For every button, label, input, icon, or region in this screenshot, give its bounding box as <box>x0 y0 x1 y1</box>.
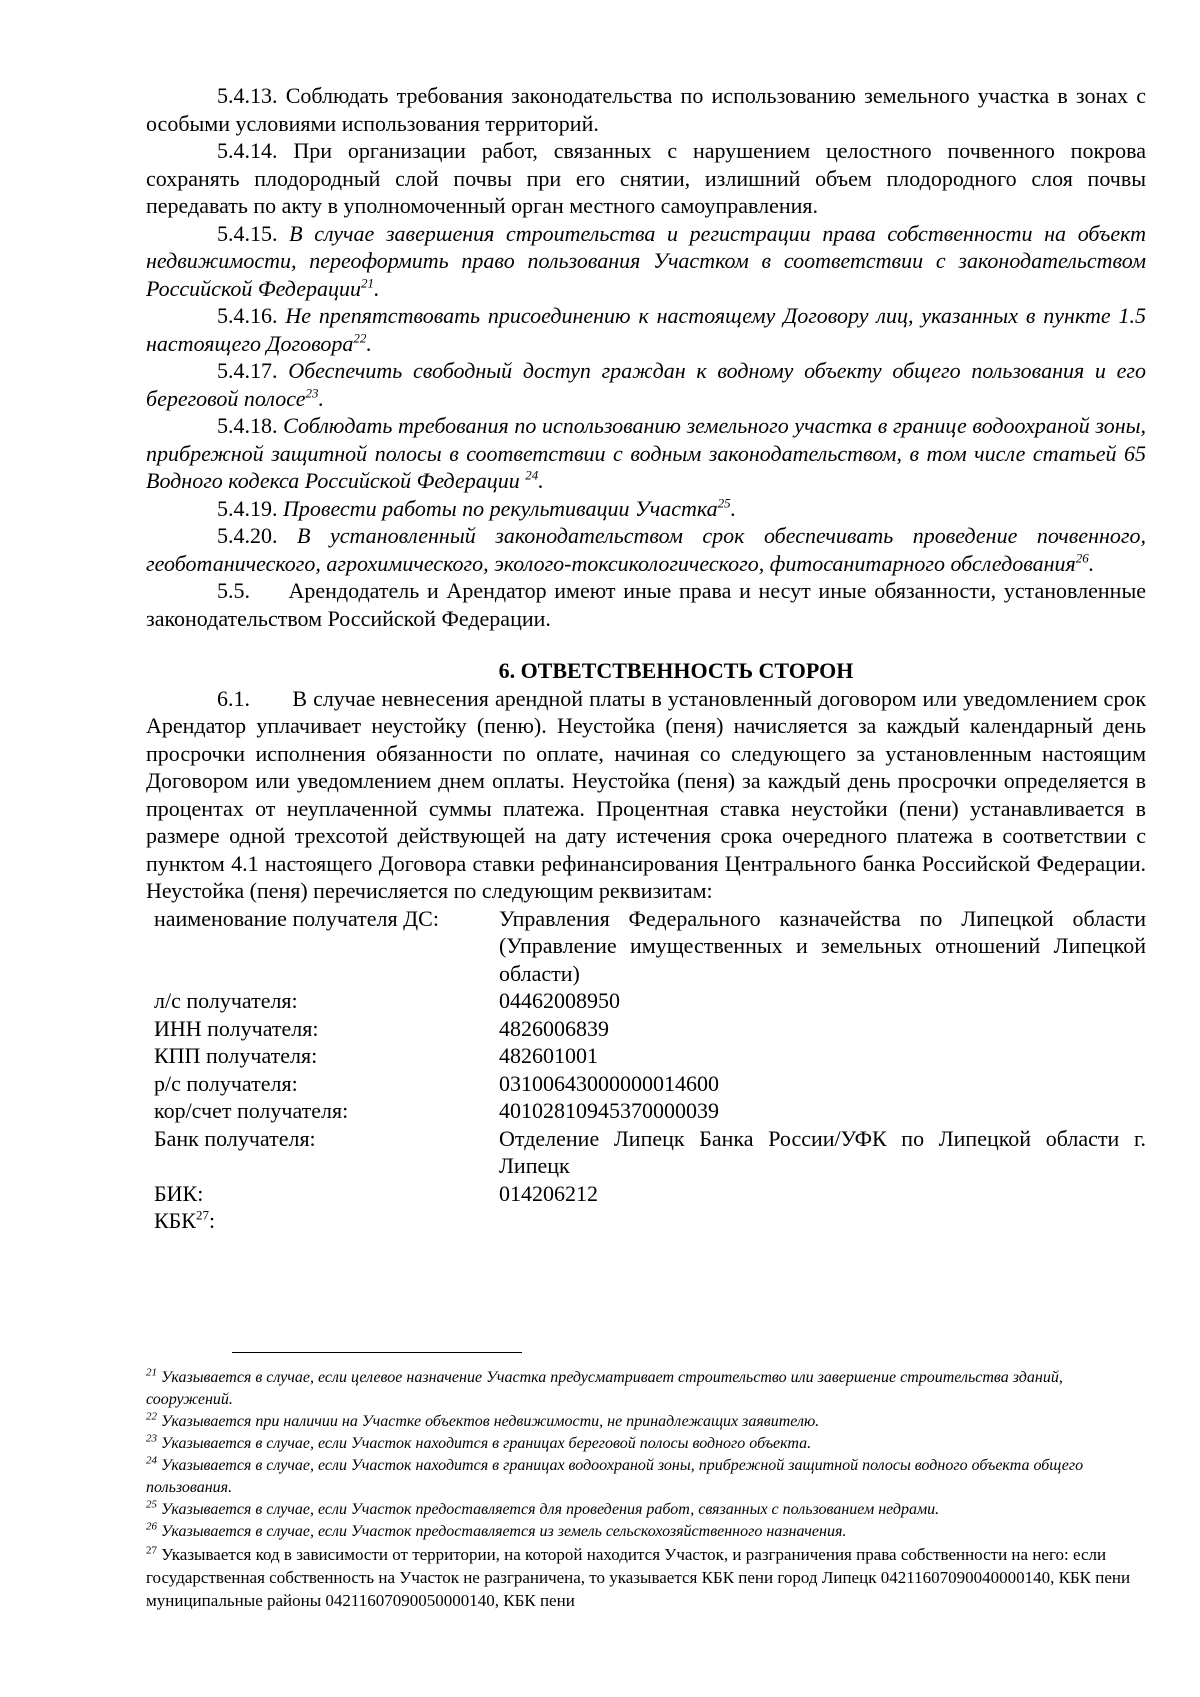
requisite-label: р/с получателя: <box>154 1070 298 1096</box>
footnote-26: $^{26}$ Указывается в случае, если Участок предоставляется из земель сельскохозяйственного назначения. <box>146 1520 847 1540</box>
footnote-23: $^{23}$ Указывается в случае, если Участок находится в границах береговой полосы водного объекта. <box>146 1432 812 1452</box>
footnotes <box>146 1367 1146 1612</box>
requisite-value: Управления Федерального казначейства по Липецкой области (Управление имущественных и земельных отношений Липецкой области) <box>499 905 1146 986</box>
section-heading: 6. ОТВЕТСТВЕННОСТЬ СТОРОН <box>498 658 854 683</box>
requisite-label: ИНН получателя: <box>154 1015 319 1041</box>
footnote-separator <box>232 1352 522 1353</box>
clause-5-4-17: 5.4.17. Обеспечить свободный доступ граждан к водному объекту общего пользования и его береговой полосе$^{23}$. <box>146 358 1146 411</box>
clause-5-5: 5.5. Арендодатель и Арендатор имеют иные права и несут иные обязанности, установленные законодательством Российской Федерации. <box>146 578 1146 631</box>
requisite-label: л/с получателя: <box>154 988 298 1013</box>
clause-5-4-14: 5.4.14. При организации работ, связанных с нарушением целостного почвенного покрова сохранять плодородный слой почвы при его снятии, излишний объем плодородного слоя почвы передавать по акту в уполномоченный орган местного самоуправления. <box>146 138 1146 218</box>
footnote-27: $^{27}$ Указывается код в зависимости от территории, на которой находится Участок, и разграничения права собственности на него: если государственная собственность на Участок не разграничена, то указывается КБК пени город Липецк 04211607090040000140, КБК пени муниципальные районы 04211607090050000140, КБК пени <box>146 1544 1131 1610</box>
footnote-ref: 27 <box>195 1207 209 1223</box>
footnote-24: $^{24}$ Указывается в случае, если Участок находится в границах водоохраной зоны, прибрежной защитной полосы водного объекта общего пользования. <box>146 1454 1084 1496</box>
requisite-label-kbk: КБК$^{27}$: <box>154 1207 216 1233</box>
footnote-ref: 23 <box>305 385 319 401</box>
requisite-value: 482601001 <box>499 1043 598 1068</box>
requisites-table <box>154 905 1146 1235</box>
requisite-label: наименование получателя ДС: <box>154 905 439 931</box>
clause-5-4-19: 5.4.19. Провести работы по рекультивации Участка$^{25}$. <box>217 495 737 521</box>
clause-5-4-15: 5.4.15. В случае завершения строительства и регистрации права собственности на объект недвижимости, переоформить право пользования Участком в соответствии с законодательством Российской Федерации$^{21}$. <box>146 220 1146 301</box>
document-page <box>146 82 1146 1235</box>
footnote-ref: 22 <box>353 330 367 346</box>
requisite-value: 4826006839 <box>499 1015 609 1041</box>
requisite-label: КПП получателя: <box>154 1043 318 1068</box>
clause-5-4-20: 5.4.20. В установленный законодательством срок обеспечивать проведение почвенного, геоботанического, агрохимического, эколого-токсикологического, фитосанитарного обследования$^{26}$. <box>146 523 1146 576</box>
requisite-label: Банк получателя: <box>154 1125 316 1151</box>
footnote-22: $^{22}$ Указывается при наличии на Участке объектов недвижимости, не принадлежащих заявителю. <box>146 1410 820 1430</box>
footnote-ref: 26 <box>1075 550 1089 566</box>
requisite-label: БИК: <box>154 1180 204 1206</box>
requisite-value: 014206212 <box>499 1180 598 1206</box>
requisite-value: 40102810945370000039 <box>499 1098 719 1123</box>
requisite-value: 03100643000000014600 <box>499 1070 719 1096</box>
footnote-ref: 25 <box>717 495 731 511</box>
clause-5-4-18: 5.4.18. Соблюдать требования по использованию земельного участка в границе водоохраной зоны, прибрежной защитной полосы в соответствии с водным законодательством, в том числе статьей 65 Водного кодекса Российской Федерации $^{24}$. <box>146 413 1147 493</box>
requisite-label: кор/счет получателя: <box>154 1098 349 1123</box>
requisite-value: 04462008950 <box>499 988 620 1013</box>
footnote-ref: 24 <box>525 467 539 483</box>
requisite-value <box>499 1207 1146 1235</box>
clause-5-4-16: 5.4.16. Не препятствовать присоединению к настоящему Договору лиц, указанных в пункте 1.5 настоящего Договора$^{22}$. <box>146 303 1146 356</box>
clause-5-4-13: 5.4.13. Соблюдать требования законодательства по использованию земельного участка в зонах с особыми условиями использования территорий. <box>146 83 1147 136</box>
footnote-21: $^{21}$ Указывается в случае, если целевое назначение Участка предусматривает строительство или завершение строительства зданий, сооружений. <box>146 1366 1063 1408</box>
footnote-ref: 21 <box>360 275 374 291</box>
requisite-value: Отделение Липецк Банка России/УФК по Липецкой области г. Липецк <box>499 1125 1146 1178</box>
footnote-25: $^{25}$ Указывается в случае, если Участок предоставляется для проведения работ, связанных с пользованием недрами. <box>146 1498 940 1518</box>
clause-6-1: 6.1. В случае невнесения арендной платы в установленный договором или уведомлением срок Арендатор уплачивает неустойку (пеню). Неустойка (пеня) начисляется за каждый календарный день просрочки исполнения обязанности по оплате, начиная со следующего за установленным настоящим Договором или уведомлением днем оплаты. Неустойка (пеня) за каждый день просрочки определяется в процентах от неуплаченной суммы платежа. Процентная ставка неустойки (пени) устанавливается в размере одной трехсотой действующей на дату истечения срока очередного платежа в соответствии с пунктом 4.1 настоящего Договора ставки рефинансирования Центрального банка Российской Федерации. Неустойка (пеня) перечисляется по следующим реквизитам: <box>146 685 1147 903</box>
